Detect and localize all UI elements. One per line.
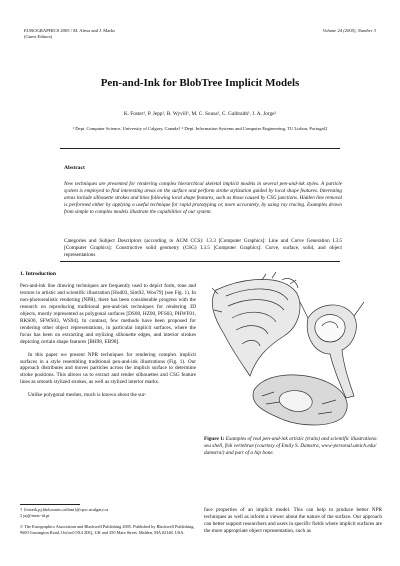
running-header-right: Volume 24 (2005), Number 3: [322, 28, 376, 33]
right-column-text: face properties of an implicit model. This can help to produce better NPR techniques as well as inform a viewer about the nature of the surface. Our approach can better support researchers and users in specific fields where implicit surfaces are the more appropriate object representation, such as: [204, 507, 382, 534]
section-heading-introduction: 1. Introduction: [20, 271, 56, 277]
author-list: K. Foster¹, P. Jepp¹, B. Wyvill¹, M. C. Sousa¹, C. Galbraith¹, J. A. Jorge²: [123, 111, 277, 117]
figure-1-caption: [204, 436, 382, 457]
affiliations: ¹ Dept. Computer Science, University of Calgary, Canada† ² Dept. Information Systems and Computer Engineering, TU Lisbon, Portugal‡: [72, 126, 328, 131]
figure-caption-label: Figure 1:: [204, 436, 225, 442]
figure-caption-text: Examples of real pen-and-ink artistic (traits) and scientific illustrations: sea shell, fish vertebrae (courtesy of Emily S. Damstra, www-personal.umich.edu/ damstra/) and part of a hip bone.: [204, 436, 378, 456]
hip-bone-illustration: [253, 375, 347, 425]
sea-shell-illustration: [212, 272, 300, 376]
intro-paragraph-3: Unlike polygonal meshes, much is known about the sur-: [28, 392, 147, 399]
paper-title: Pen-and-Ink for BlobTree Implicit Models: [100, 77, 300, 89]
copyright-notice: © The Eurographics Association and Blackwell Publishing 2005. Published by Blackwell Publishing, 9600 Garsington Road, Oxford OX4 2DQ, UK and 350 Main Street, Malden, MA 02148, USA.: [20, 524, 195, 535]
conference-line: EUROGRAPHICS 2005 / M. Alexa and J. Marks: [24, 28, 115, 33]
footnote-email-calgary: † {fosterk,pj,blob,mario,callum}@cpsc.ucalgary.ca: [20, 507, 109, 512]
abstract-heading: Abstract: [64, 165, 85, 171]
abstract-bottom-rule: [60, 261, 340, 262]
introduction-text: [20, 283, 196, 399]
intro-paragraph-1: Pen-and-ink line drawing techniques are frequently used to depict form, tone and texture in artistic and scientific illustration [Hod03, Sim92, Woo79] (see Fig. 1). In non-photorealistic rendering (NPR), there has been considerable progress with the research on reproducing traditional pen-and-ink techniques for rendering 3D objects, mostly represented as polygonal surfaces [DS00, HZ00, PFS03, PHWF01, RKS00, SFWS03, WS94]. In contrast, few methods have been proposed for rendering other object representations, in particular implicit surfaces, where the focus has been on extracting and stylizing silhouette edges, and interior strokes depicting certain shape features [BH98, EB98].: [20, 283, 196, 345]
abstract-top-rule: [60, 148, 340, 149]
running-header-left: [24, 28, 115, 40]
abstract-body: New techniques are presented for rendering complex hierarchical skeletal implicit models in several pen-and-ink styles. A particle system is employed to find interesting areas on the surface and perform stroke stylization guided by local shape features. Interesting areas include silhouette strokes and lines following local shape features, such as those caused by CSG junctions. Hidden line removal is performed either by applying a useful technique for rapid prototyping or, more accurately, by using ray tracing. Examples drawn from simple to complex models illustrate the capabilities of our system.: [64, 181, 342, 215]
intro-paragraph-2: In this paper we present NPR techniques for rendering complex implicit surfaces in a style resembling traditional pen-and-ink illustrations (Fig. 1). Our approach distributes and moves particles across the implicit surface to determine stroke positions. This allows us to extract and render silhouettes and CSG feature lines as smooth stylized strokes, as well as stylized interior marks.: [20, 351, 196, 386]
footnote-email-lisbon: ‡ jaj@inesc-id.pt: [20, 512, 50, 518]
figure-1-illustrations: [204, 272, 382, 430]
acm-categories: Categories and Subject Descriptors (according to ACM CCS): I.3.3 [Computer Graphics]: Line and Curve Generation I.3.5 [Computer Graphics]: Constructive solid geometry (CSG) I.3.5 [Computer Graphics]: Curve, surface, solid, and object representations: [64, 238, 342, 258]
footnotes: [20, 507, 196, 535]
editors-line: (Guest Editors): [24, 34, 53, 39]
